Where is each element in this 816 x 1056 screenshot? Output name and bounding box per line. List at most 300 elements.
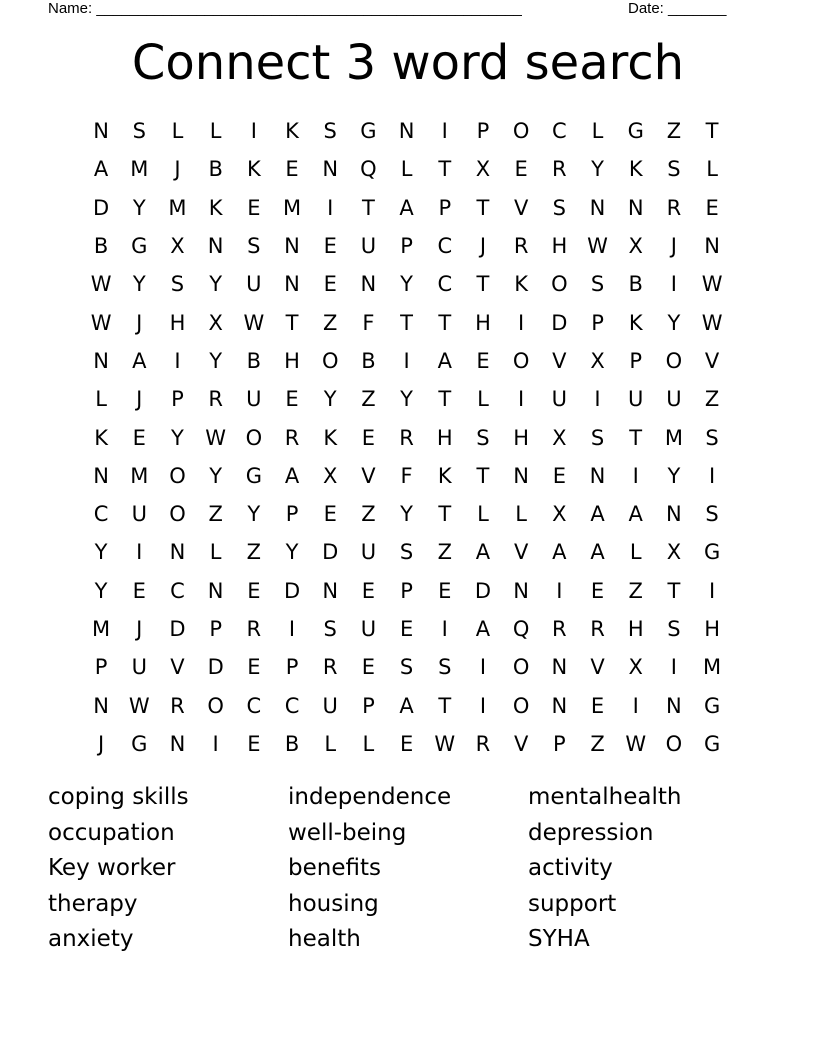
grid-letter[interactable]: R — [475, 731, 491, 756]
grid-letter[interactable]: A — [628, 502, 643, 527]
grid-letter[interactable]: Y — [209, 463, 223, 488]
grid-letter[interactable]: M — [664, 425, 683, 450]
grid-letter[interactable]: U — [666, 387, 682, 412]
grid-letter[interactable]: Y — [209, 272, 223, 297]
grid-letter[interactable]: I — [479, 693, 487, 718]
grid-letter[interactable]: W — [128, 693, 150, 718]
grid-letter[interactable]: Y — [132, 195, 146, 220]
grid-letter[interactable]: Z — [666, 119, 682, 144]
grid-letter[interactable]: Y — [400, 272, 413, 297]
grid-letter[interactable]: U — [131, 502, 147, 527]
grid-letter[interactable]: T — [361, 195, 375, 220]
grid-letter[interactable]: W — [701, 310, 723, 335]
grid-letter[interactable]: L — [171, 119, 184, 144]
grid-letter[interactable]: W — [701, 272, 723, 297]
grid-letter[interactable]: K — [94, 425, 108, 450]
grid-letter[interactable]: L — [95, 387, 107, 412]
grid-letter[interactable]: Y — [171, 425, 184, 450]
grid-letter[interactable]: P — [209, 617, 222, 641]
grid-letter[interactable]: R — [170, 693, 185, 718]
grid-letter[interactable]: E — [590, 578, 605, 603]
grid-letter[interactable]: T — [285, 310, 299, 335]
grid-letter[interactable]: Y — [285, 540, 299, 565]
grid-letter[interactable]: B — [208, 157, 223, 182]
grid-letter[interactable]: F — [400, 463, 413, 488]
grid-letter[interactable]: I — [518, 387, 525, 412]
grid-letter[interactable]: W — [243, 310, 265, 335]
grid-letter[interactable]: K — [628, 310, 643, 335]
grid-letter[interactable]: O — [169, 502, 186, 527]
grid-letter[interactable]: N — [322, 157, 339, 182]
grid-letter[interactable]: I — [250, 119, 257, 144]
grid-letter[interactable]: G — [703, 693, 721, 718]
grid-letter[interactable]: S — [132, 119, 146, 144]
grid-letter[interactable]: E — [323, 234, 337, 259]
grid-letter[interactable]: U — [246, 387, 262, 412]
grid-letter[interactable]: V — [552, 348, 567, 373]
grid-letter[interactable]: V — [513, 540, 529, 565]
grid-letter[interactable]: K — [437, 463, 452, 488]
grid-letter[interactable]: A — [93, 157, 109, 182]
grid-letter[interactable]: S — [323, 119, 337, 144]
grid-letter[interactable]: V — [513, 195, 529, 220]
grid-letter[interactable]: A — [475, 540, 491, 565]
grid-letter[interactable]: T — [438, 502, 452, 527]
grid-letter[interactable]: X — [590, 348, 605, 373]
grid-letter[interactable]: U — [551, 387, 568, 412]
grid-letter[interactable]: A — [590, 540, 605, 565]
grid-letter[interactable]: M — [168, 195, 187, 220]
grid-letter[interactable]: S — [323, 617, 337, 641]
grid-letter[interactable]: E — [399, 731, 414, 756]
grid-letter[interactable]: O — [551, 272, 568, 297]
grid-letter[interactable]: M — [130, 463, 149, 488]
grid-letter[interactable]: Q — [360, 157, 377, 182]
grid-letter[interactable]: O — [665, 731, 683, 756]
grid-letter[interactable]: P — [591, 310, 604, 335]
grid-letter[interactable]: S — [667, 157, 681, 182]
grid-letter[interactable]: O — [512, 655, 530, 680]
grid-letter[interactable]: I — [288, 617, 296, 641]
grid-letter[interactable]: N — [93, 348, 109, 373]
grid-letter[interactable]: H — [513, 425, 530, 450]
grid-letter[interactable]: T — [629, 425, 643, 450]
word-list-item: activity — [528, 855, 613, 882]
grid-letter[interactable]: N — [704, 234, 720, 259]
grid-letter[interactable]: V — [513, 731, 529, 756]
grid-letter[interactable]: N — [627, 195, 644, 220]
grid-letter[interactable]: Z — [361, 387, 376, 412]
grid-letter[interactable]: N — [360, 272, 377, 297]
grid-letter[interactable]: G — [131, 731, 148, 756]
grid-letter[interactable]: K — [285, 119, 299, 144]
grid-letter[interactable]: I — [479, 655, 487, 680]
grid-letter[interactable]: R — [513, 234, 529, 259]
grid-letter[interactable]: A — [399, 693, 414, 718]
grid-letter[interactable]: X — [552, 425, 567, 450]
grid-letter[interactable]: G — [703, 731, 721, 756]
grid-letter[interactable]: L — [209, 540, 222, 565]
grid-letter[interactable]: G — [360, 119, 377, 144]
grid-row — [82, 303, 731, 341]
grid-letter[interactable]: E — [514, 157, 528, 182]
grid-letter[interactable]: H — [475, 310, 491, 335]
grid-letter[interactable]: S — [170, 272, 185, 297]
grid-letter[interactable]: E — [399, 617, 414, 641]
grid-letter[interactable]: S — [399, 655, 414, 680]
grid-letter[interactable]: L — [629, 540, 642, 565]
grid-letter[interactable]: Z — [437, 540, 452, 565]
grid-letter[interactable]: N — [666, 693, 682, 718]
grid-letter[interactable]: U — [360, 617, 377, 641]
grid-letter[interactable]: N — [207, 578, 224, 603]
grid-letter[interactable]: Y — [209, 348, 223, 373]
grid-letter[interactable]: X — [552, 502, 567, 527]
grid-letter[interactable]: E — [476, 348, 490, 373]
grid-letter[interactable]: E — [247, 195, 261, 220]
grid-letter[interactable]: Z — [590, 731, 605, 756]
grid-letter[interactable]: N — [398, 119, 415, 144]
grid-letter[interactable]: B — [93, 234, 109, 259]
grid-letter[interactable]: E — [438, 578, 452, 603]
grid-letter[interactable]: N — [207, 234, 224, 259]
grid-letter[interactable]: G — [627, 119, 644, 144]
grid-letter[interactable]: N — [589, 463, 606, 488]
grid-letter[interactable]: X — [323, 463, 338, 488]
grid-letter[interactable]: L — [477, 387, 489, 412]
grid-letter[interactable]: T — [438, 387, 452, 412]
grid-letter[interactable]: C — [437, 234, 453, 259]
grid-letter[interactable]: P — [400, 234, 413, 259]
grid-letter[interactable]: T — [705, 119, 719, 144]
grid-letter[interactable]: O — [665, 348, 683, 373]
grid-letter[interactable]: V — [590, 655, 605, 680]
grid-letter[interactable]: M — [703, 655, 722, 680]
grid-letter[interactable]: Y — [132, 272, 146, 297]
grid-row — [82, 380, 731, 418]
word-list-item: housing — [288, 890, 379, 917]
grid-letter[interactable]: T — [476, 463, 490, 488]
grid-letter[interactable]: L — [400, 157, 413, 182]
grid-letter[interactable]: N — [284, 234, 300, 259]
grid-letter[interactable]: Z — [704, 387, 720, 412]
grid-letter[interactable]: L — [477, 502, 489, 527]
grid-letter[interactable]: K — [246, 157, 261, 182]
page-title: Connect 3 word search — [131, 35, 685, 91]
grid-letter[interactable]: S — [590, 272, 605, 297]
grid-letter[interactable]: J — [174, 157, 181, 182]
grid-letter[interactable]: E — [705, 195, 719, 220]
grid-letter[interactable]: D — [207, 655, 224, 680]
word-list — [48, 780, 768, 958]
grid-letter[interactable]: S — [438, 655, 452, 680]
grid-letter[interactable]: E — [590, 693, 605, 718]
grid-letter[interactable]: N — [551, 655, 568, 680]
grid-letter[interactable]: U — [246, 272, 262, 297]
grid-letter[interactable]: V — [170, 655, 185, 680]
grid-letter[interactable]: N — [513, 578, 530, 603]
grid-letter[interactable]: N — [93, 693, 109, 718]
grid-letter[interactable]: P — [171, 387, 184, 412]
grid-letter[interactable]: Y — [94, 540, 108, 565]
grid-letter[interactable]: G — [245, 463, 262, 488]
grid-letter[interactable]: X — [666, 540, 682, 565]
grid-letter[interactable]: M — [130, 157, 149, 182]
grid-letter[interactable]: I — [632, 693, 639, 718]
grid-letter[interactable]: E — [285, 387, 299, 412]
grid-letter[interactable]: U — [628, 387, 644, 412]
grid-row — [82, 533, 731, 571]
grid-letter[interactable]: T — [476, 272, 490, 297]
grid-letter[interactable]: D — [93, 195, 110, 220]
grid-letter[interactable]: N — [666, 502, 682, 527]
grid-letter[interactable]: D — [474, 578, 492, 603]
grid-letter[interactable]: X — [208, 310, 223, 335]
grid-letter[interactable]: P — [476, 119, 490, 144]
grid-letter[interactable]: D — [322, 540, 339, 565]
grid-letter[interactable]: O — [512, 348, 530, 373]
grid-letter[interactable]: A — [399, 195, 414, 220]
grid-letter[interactable]: I — [594, 387, 601, 412]
grid-letter[interactable]: D — [283, 578, 301, 603]
grid-letter[interactable]: H — [284, 348, 300, 373]
grid-letter[interactable]: E — [323, 502, 337, 527]
grid-letter[interactable]: N — [169, 731, 186, 756]
grid-letter[interactable]: I — [174, 348, 181, 373]
grid-letter[interactable]: L — [591, 119, 604, 144]
grid-letter[interactable]: N — [93, 463, 109, 488]
grid-letter[interactable]: A — [437, 348, 452, 373]
grid-letter[interactable]: O — [512, 693, 530, 718]
grid-letter[interactable]: R — [552, 617, 567, 641]
name-field-label[interactable]: Name: ___________________________________________________ — [48, 0, 522, 17]
grid-letter[interactable]: P — [285, 502, 299, 527]
grid-letter[interactable]: A — [552, 540, 567, 565]
grid-letter[interactable]: E — [361, 578, 376, 603]
grid-letter[interactable]: I — [670, 272, 677, 297]
grid-letter[interactable]: U — [322, 693, 338, 718]
grid-letter[interactable]: T — [400, 310, 413, 335]
grid-letter[interactable]: Z — [628, 578, 643, 603]
grid-letter[interactable]: E — [132, 425, 146, 450]
grid-letter[interactable]: J — [479, 234, 487, 259]
grid-letter[interactable]: U — [360, 540, 377, 565]
grid-letter[interactable]: S — [476, 425, 490, 450]
grid-letter[interactable]: L — [209, 119, 222, 144]
grid-letter[interactable]: R — [552, 157, 567, 182]
grid-letter[interactable]: C — [284, 693, 300, 718]
grid-letter[interactable]: P — [362, 693, 375, 718]
grid-letter[interactable]: T — [667, 578, 681, 603]
grid-letter[interactable]: B — [246, 348, 262, 373]
grid-letter[interactable]: A — [284, 463, 300, 488]
grid-letter[interactable]: N — [284, 272, 300, 297]
grid-letter[interactable]: X — [628, 655, 643, 680]
grid-letter[interactable]: I — [212, 731, 219, 756]
grid-letter[interactable]: S — [590, 425, 605, 450]
grid-letter[interactable]: B — [628, 272, 643, 297]
grid-letter[interactable]: R — [322, 655, 338, 680]
grid-letter[interactable]: I — [632, 463, 639, 488]
grid-letter[interactable]: W — [90, 272, 112, 297]
grid-letter[interactable]: R — [284, 425, 300, 450]
grid-letter[interactable]: E — [285, 157, 299, 182]
grid-letter[interactable]: I — [708, 578, 716, 603]
grid-letter[interactable]: Y — [400, 387, 413, 412]
grid-letter[interactable]: J — [670, 234, 677, 259]
grid-letter[interactable]: P — [553, 731, 566, 756]
grid-letter[interactable]: Y — [247, 502, 261, 527]
grid-letter[interactable]: U — [131, 655, 147, 680]
grid-letter[interactable]: P — [629, 348, 643, 373]
grid-letter[interactable]: E — [132, 578, 146, 603]
grid-letter[interactable]: X — [475, 157, 491, 182]
grid-letter[interactable]: Y — [591, 157, 604, 182]
grid-letter[interactable]: F — [362, 310, 375, 335]
grid-letter[interactable]: C — [246, 693, 262, 718]
grid-letter[interactable]: D — [169, 617, 186, 641]
grid-letter[interactable]: A — [132, 348, 147, 373]
grid-letter[interactable]: X — [628, 234, 643, 259]
grid-letter[interactable]: V — [704, 348, 720, 373]
grid-letter[interactable]: I — [708, 463, 716, 488]
grid-letter[interactable]: S — [705, 502, 719, 527]
grid-letter[interactable]: P — [94, 655, 108, 680]
grid-letter[interactable]: J — [97, 731, 105, 756]
grid-letter[interactable]: J — [136, 310, 143, 335]
grid-letter[interactable]: S — [552, 195, 567, 220]
grid-letter[interactable]: L — [706, 157, 718, 182]
grid-letter[interactable]: K — [208, 195, 223, 220]
grid-letter[interactable]: H — [704, 617, 720, 641]
grid-letter[interactable]: J — [136, 617, 143, 641]
grid-letter[interactable]: J — [136, 387, 143, 412]
grid-letter[interactable]: B — [361, 348, 376, 373]
grid-letter[interactable]: M — [92, 617, 111, 641]
grid-letter[interactable]: H — [551, 234, 568, 259]
grid-letter[interactable]: M — [282, 195, 302, 220]
grid-letter[interactable]: H — [169, 310, 186, 335]
grid-letter[interactable]: E — [552, 463, 566, 488]
grid-letter[interactable]: C — [93, 502, 109, 527]
grid-letter[interactable]: O — [512, 119, 530, 144]
grid-letter[interactable]: W — [587, 234, 608, 259]
grid-letter[interactable]: I — [556, 578, 563, 603]
grid-letter[interactable]: G — [703, 540, 721, 565]
grid-letter[interactable]: I — [403, 348, 410, 373]
grid-letter[interactable]: Y — [667, 463, 681, 488]
header — [48, 0, 748, 18]
grid-letter[interactable]: R — [246, 617, 262, 641]
grid-letter[interactable]: Y — [94, 578, 108, 603]
grid-letter[interactable]: W — [90, 310, 112, 335]
grid-letter[interactable]: T — [438, 310, 452, 335]
grid-letter[interactable]: Y — [400, 502, 413, 527]
grid-letter[interactable]: H — [627, 617, 644, 641]
grid-letter[interactable]: N — [169, 540, 186, 565]
grid-letter[interactable]: L — [324, 731, 337, 756]
grid-letter[interactable]: S — [667, 617, 681, 641]
grid-letter[interactable]: P — [285, 655, 299, 680]
grid-letter[interactable]: O — [169, 463, 186, 488]
grid-letter[interactable]: E — [247, 655, 261, 680]
grid-letter[interactable]: R — [590, 617, 605, 641]
grid-letter[interactable]: C — [552, 119, 567, 144]
letter-grid — [82, 112, 731, 763]
grid-letter[interactable]: R — [208, 387, 223, 412]
grid-letter[interactable]: I — [327, 195, 334, 220]
grid-letter[interactable]: L — [362, 731, 375, 756]
grid-letter[interactable]: E — [247, 731, 261, 756]
grid-letter[interactable]: K — [628, 157, 643, 182]
grid-letter[interactable]: H — [436, 425, 453, 450]
grid-letter[interactable]: Q — [512, 617, 530, 641]
grid-letter[interactable]: L — [515, 502, 527, 527]
grid-letter[interactable]: Z — [246, 540, 262, 565]
grid-letter[interactable]: A — [475, 617, 491, 641]
grid-letter[interactable]: T — [438, 693, 452, 718]
grid-letter[interactable]: O — [245, 425, 263, 450]
grid-letter[interactable]: G — [131, 234, 148, 259]
grid-letter[interactable]: Y — [667, 310, 681, 335]
date-field-label[interactable]: Date: _______ — [628, 0, 727, 17]
grid-letter[interactable]: U — [360, 234, 377, 259]
grid-letter[interactable]: N — [322, 578, 339, 603]
grid-letter[interactable]: C — [170, 578, 185, 603]
grid-letter[interactable]: S — [399, 540, 414, 565]
grid-letter[interactable]: N — [93, 119, 109, 144]
grid-letter[interactable]: N — [551, 693, 568, 718]
grid-letter[interactable]: Z — [323, 310, 338, 335]
grid-letter[interactable]: Z — [361, 502, 376, 527]
grid-letter[interactable]: N — [513, 463, 530, 488]
grid-letter[interactable]: I — [441, 119, 448, 144]
grid-letter[interactable]: V — [361, 463, 376, 488]
grid-letter[interactable]: I — [441, 617, 448, 641]
grid-letter[interactable]: E — [361, 425, 376, 450]
grid-letter[interactable]: I — [518, 310, 525, 335]
grid-letter[interactable]: W — [434, 731, 456, 756]
grid-letter[interactable]: R — [666, 195, 682, 220]
grid-letter[interactable]: P — [400, 578, 413, 603]
grid-letter[interactable]: Z — [208, 502, 223, 527]
grid-letter[interactable]: K — [514, 272, 529, 297]
grid-letter[interactable]: E — [361, 655, 376, 680]
grid-letter[interactable]: O — [207, 693, 224, 718]
grid-letter[interactable]: P — [438, 195, 452, 220]
grid-letter[interactable]: N — [589, 195, 606, 220]
grid-letter[interactable]: D — [551, 310, 568, 335]
grid-letter[interactable]: Y — [323, 387, 337, 412]
grid-letter[interactable]: S — [705, 425, 719, 450]
grid-letter[interactable]: T — [438, 157, 452, 182]
grid-letter[interactable]: C — [437, 272, 453, 297]
grid-letter[interactable]: O — [321, 348, 339, 373]
grid-letter[interactable]: X — [170, 234, 185, 259]
grid-letter[interactable]: B — [284, 731, 300, 756]
grid-letter[interactable]: W — [625, 731, 647, 756]
grid-letter[interactable]: I — [670, 655, 677, 680]
grid-letter[interactable]: W — [205, 425, 227, 450]
grid-letter[interactable]: I — [136, 540, 143, 565]
grid-letter[interactable]: A — [590, 502, 605, 527]
grid-letter[interactable]: K — [323, 425, 338, 450]
grid-letter[interactable]: E — [323, 272, 337, 297]
grid-letter[interactable]: S — [247, 234, 261, 259]
grid-letter[interactable]: E — [247, 578, 261, 603]
grid-letter[interactable]: R — [399, 425, 414, 450]
grid-letter[interactable]: T — [476, 195, 490, 220]
